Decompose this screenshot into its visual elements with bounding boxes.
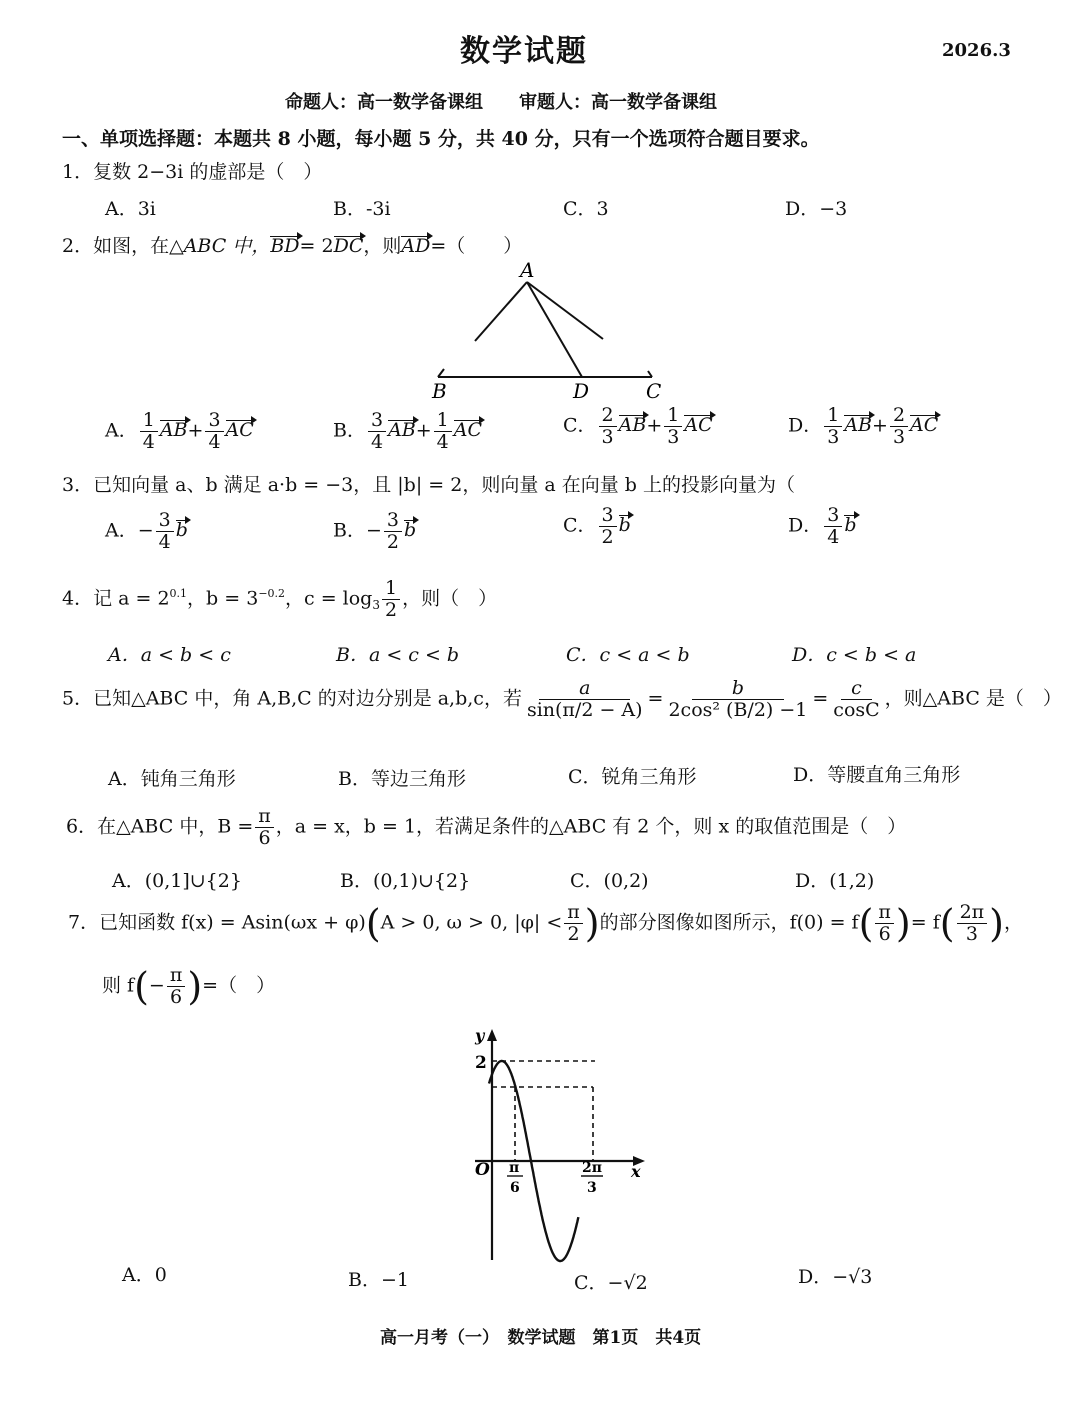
x-axis-label: x <box>631 1162 641 1181</box>
y-axis-arrow-icon <box>487 1029 497 1041</box>
x-tick-pi6-den: 6 <box>510 1180 520 1196</box>
question-2-option-a: A． $\frac{1}{4}$ AB+ $\frac{3}{4}$ AC <box>105 409 254 453</box>
triangle-figure <box>420 255 690 405</box>
question-7-option-c: C．−√2 <box>574 1272 648 1294</box>
y-axis-label: y <box>475 1026 485 1045</box>
question-3-option-a: A．− $\frac{3}{4}$ b <box>105 509 188 553</box>
question-4-option-b: B．a < c < b <box>336 644 460 666</box>
authors-line: 命题人：高一数学备课组 审题人：高一数学备课组 <box>285 92 717 113</box>
question-2-option-b: B． $\frac{3}{4}$ AB+ $\frac{1}{4}$ AC <box>333 409 483 453</box>
question-4-stem: 4．记 $a = 2^{0.1}$，$b = 3^{-0.2}$，$c = \log_3$ $\frac{1}{2}$ ，则（ ） <box>62 577 498 621</box>
question-5-option-b: B．等边三角形 <box>338 768 466 790</box>
page-title: 数学试题 <box>460 34 588 69</box>
question-2-stem: 2．如图，在△ABC 中，BD= 2DC，则AD=（ ） <box>62 235 523 257</box>
question-7-option-d: D．−√3 <box>798 1266 873 1288</box>
question-6-option-b: B．(0,1)∪{2} <box>340 870 471 892</box>
question-4-option-c: C．c < a < b <box>566 644 690 666</box>
exam-date: 2026.3 <box>942 40 1011 61</box>
question-3-option-d: D． $\frac{3}{4}$ b <box>788 504 857 548</box>
question-5-option-c: C．锐角三角形 <box>568 766 697 788</box>
question-5-option-a: A．钝角三角形 <box>108 768 236 790</box>
question-2-option-c: C． $\frac{2}{3}$ AB+ $\frac{1}{3}$ AC <box>563 404 713 448</box>
question-1-option-d: D．−3 <box>785 198 848 220</box>
question-3-option-b: B．− $\frac{3}{2}$ b <box>333 509 417 553</box>
page-footer: 高一月考（一） 数学试题 第1页 共4页 <box>380 1328 702 1348</box>
x-tick-pi6-num: π <box>509 1160 520 1176</box>
question-4-option-d: D．c < b < a <box>792 644 917 666</box>
question-7-ask: 则 f(− $\frac{\pi}{6}$ )=（ ） <box>102 964 276 1009</box>
origin-label: O <box>475 1160 490 1180</box>
question-6-option-c: C．(0,2) <box>570 870 649 892</box>
sine-graph <box>455 1025 655 1265</box>
figure-label-a: A <box>520 258 535 282</box>
question-4-option-a: A．a < b < c <box>108 644 231 666</box>
question-1-option-a: A．3i <box>105 198 156 220</box>
figure-label-d: D <box>573 379 590 403</box>
x-tick-2pi3-num: 2π <box>582 1160 602 1176</box>
y-tick-2: 2 <box>475 1053 487 1073</box>
question-7-option-b: B．−1 <box>348 1269 409 1291</box>
question-1-stem: 1．复数 2−3i 的虚部是（ ） <box>62 161 323 183</box>
question-7-option-a: A．0 <box>122 1264 167 1286</box>
question-3-stem: 3．已知向量 a、b 满足 a·b = −3，且 |b| = 2，则向量 a 在向量 b 上的投影向量为（ <box>62 474 795 496</box>
question-5-option-d: D．等腰直角三角形 <box>793 764 961 786</box>
question-6-option-a: A．(0,1]∪{2} <box>112 870 242 892</box>
section-heading: 一、单项选择题：本题共 8 小题，每小题 5 分，共 40 分，只有一个选项符合题目要求。 <box>62 128 820 150</box>
question-6-stem: 6．在△ABC 中，B = $\frac{\pi}{6}$ ，a = x，b = 1，若满足条件的△ABC 有 2 个，则 x 的取值范围是（ ） <box>66 805 907 849</box>
question-6-option-d: D．(1,2) <box>795 870 875 892</box>
question-1-option-c: C．3 <box>563 198 609 220</box>
x-tick-2pi3-den: 3 <box>587 1180 597 1196</box>
question-1-option-b: B．-3i <box>333 198 391 220</box>
question-3-option-c: C． $\frac{3}{2}$ b <box>563 504 631 548</box>
question-5-stem: 5．已知△ABC 中，角 A,B,C 的对边分别是 a,b,c，若 $\frac{a}{\sin(\pi/2 - A)}$ = $\frac{b}{\text{2cos² (B/2) −1}}$ = $\frac{c}{\cos C}$ ，则△ABC 是（ ） <box>62 677 1062 721</box>
question-2-option-d: D． $\frac{1}{3}$ AB+ $\frac{2}{3}$ AC <box>788 404 939 448</box>
figure-label-c: C <box>646 379 662 403</box>
figure-label-b: B <box>432 379 447 403</box>
question-7-stem: 7．已知函数 f(x) = Asin(ωx + φ)(A > 0, ω > 0, |φ| < $\frac{\pi}{2}$ )的部分图像如图所示，f(0) = f( $\frac{\pi}{6}$ )= f( $\frac{2\pi}{3}$ )， <box>68 901 1023 946</box>
